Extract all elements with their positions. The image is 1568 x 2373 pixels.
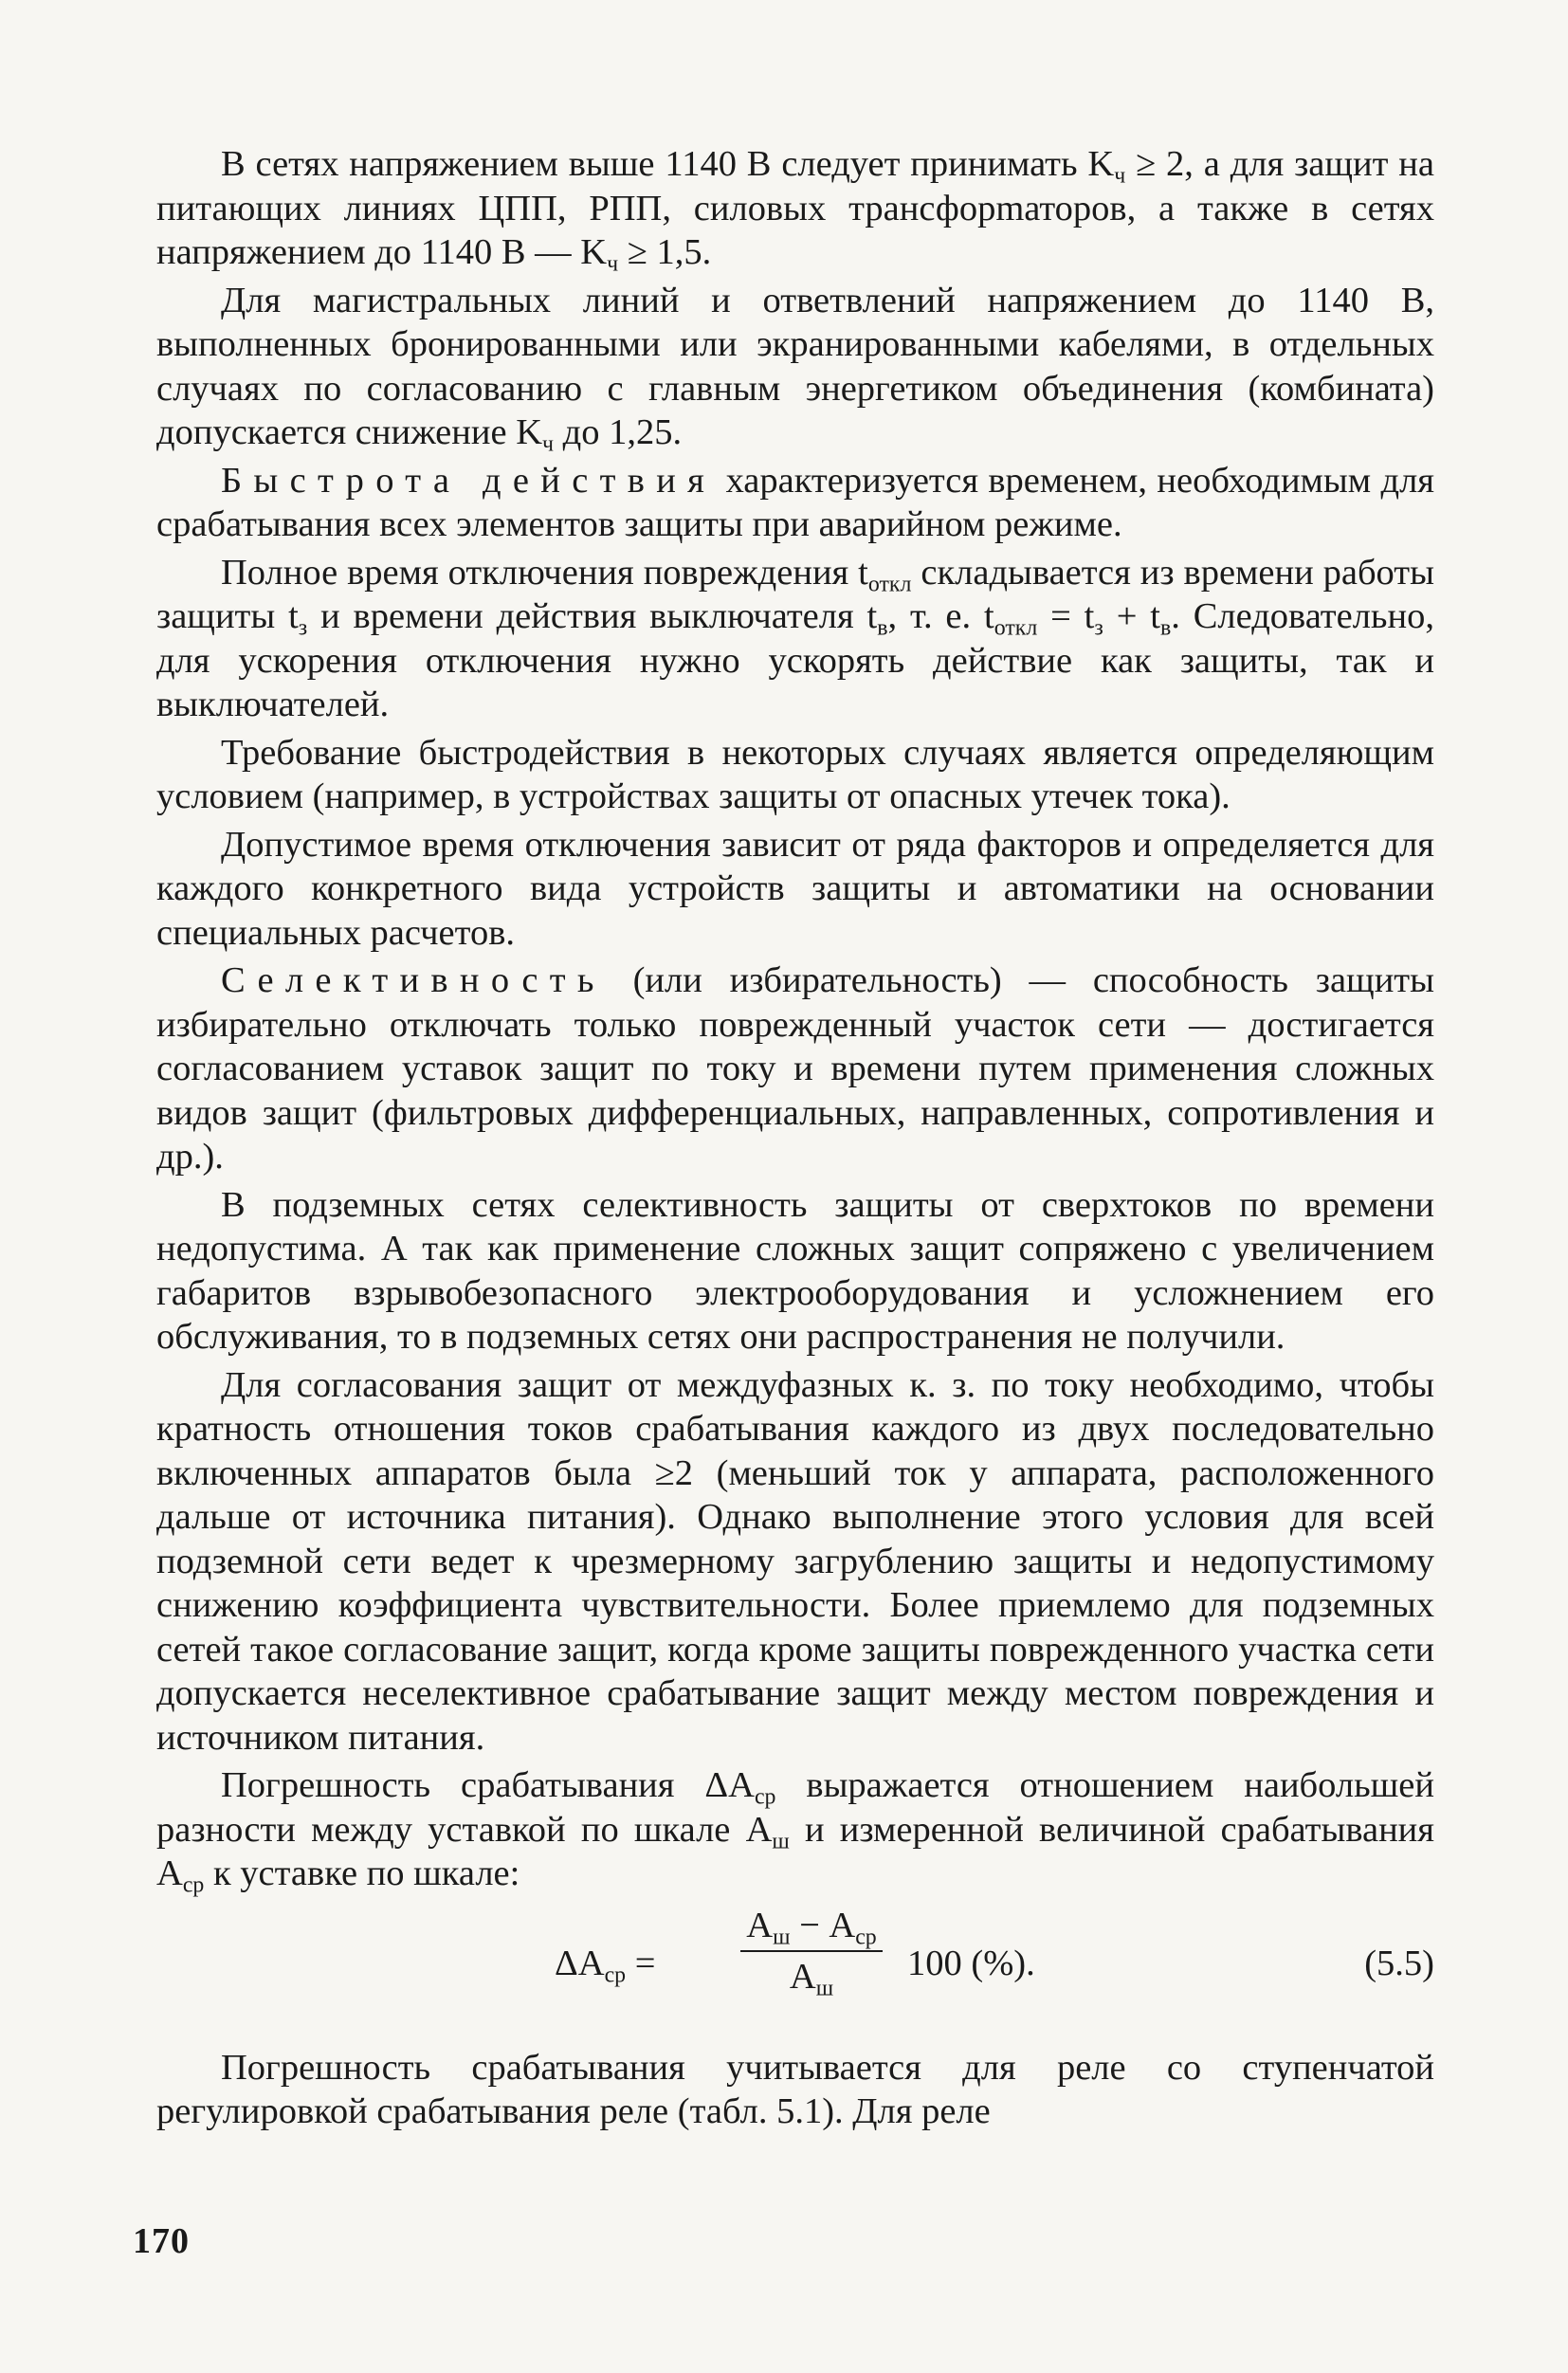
paragraph-8: В подземных сетях селективность защиты от сверхтоков по времени недопустима. А так как применение сложных защит сопряжено с увеличением габаритов взрывобезопасного электрооборудования и усложнением его обслуживания, то в подземных сетях они распространения не получили. [156, 1184, 1434, 1357]
paragraph-3: Быстрота действия характеризуется временем, необходимым для срабатывания всех элементов защиты при аварийном режиме. [156, 460, 1435, 544]
paragraph-5: Требование быстродействия в некоторых случаях является определяющим условием (например, в устройствах защиты от опасных утечек тока). [156, 732, 1434, 816]
paragraph-2: Для магистральных линий и ответвлений напряжением до 1140 В, выполненных бронированными или экранированными кабелями, в отдельных случаях по согласованию с главным энергетиком объединения (комбината) допускается снижение $K_ч$ до 1,25. [156, 280, 1434, 457]
paragraph-10: Погрешность срабатывания $\Delta A_{ср}$ выражается отношением наибольшей разности между уставкой по шкале $A_ш$ и измеренной величиной срабатывания $A_{ср}$ к уставке по шкале: [156, 1765, 1434, 1898]
paragraph-6: Допустимое время отключения зависит от ряда факторов и определяется для каждого конкретного вида устройств защиты и автоматики на основании специальных расчетов. [156, 824, 1434, 953]
paragraph-7: Селективность (или избирательность) — способность защиты избирательно отключать только поврежденный участок сети — достигается согласованием уставок защит по току и времени путем применения сложных видов защит (фильтровых дифференциальных, направленных, сопротивления и др.). [156, 960, 1434, 1177]
formula-5-5 [156, 1904, 1434, 2025]
formula-number: (5.5) [1364, 1943, 1434, 1983]
formula-fraction [740, 1904, 883, 1999]
fraction-bar [740, 1950, 883, 1952]
fraction-denominator: $A_ш$ [789, 1956, 834, 2001]
text-column [156, 142, 1434, 2138]
formula-lhs: $\Delta A_{ср}$ = [555, 1943, 656, 1988]
paragraph-1: В сетях напряжением выше 1140 В следует принимать $K_ч \ge 2$, а для защит на питающих линиях ЦПП, РПП, силовых трансфорmаторов, а также в сетях напряжением до 1140 В — $K_ч \ge 1,5$. [156, 144, 1434, 277]
term-speed: Быстрота действия [221, 460, 717, 501]
paragraph-11: Погрешность срабатывания учитывается для реле со ступенчатой регулировкой срабатывания реле (табл. 5.1). Для реле [156, 2047, 1434, 2131]
term-selectivity: Селективность [221, 960, 606, 1000]
fraction-numerator: $A_ш - A_{ср}$ [746, 1905, 877, 1950]
paragraph-4: Полное время отключения повреждения $t_{откл}$ складывается из времени работы защиты $t_з$ и времени действия выключателя $t_в$, т. е. $t_{откл} = t_з + t_в$. Следовательно, для ускорения отключения нужно ускорять действие как защиты, так и выключателей. [156, 552, 1434, 724]
formula-rhs: 100 (%). [907, 1943, 1035, 1983]
paragraph-9: Для согласования защит от междуфазных к. з. по току необходимо, чтобы кратность отношения токов срабатывания каждого из двух последовательно включенных аппаратов была ≥2 (меньший ток у аппарата, расположенного дальше от источника питания). Однако выполнение этого условия для всей подземной сети ведет к чрезмерному загрублению защиты и недопустимому снижению коэффициента чувствительности. Более приемлемо для подземных сетей такое согласование защит, когда кроме защиты поврежденного участка сети допускается неселективное срабатывание защит между местом повреждения и источником питания. [156, 1364, 1434, 1758]
page-number: 170 [133, 2221, 190, 2261]
